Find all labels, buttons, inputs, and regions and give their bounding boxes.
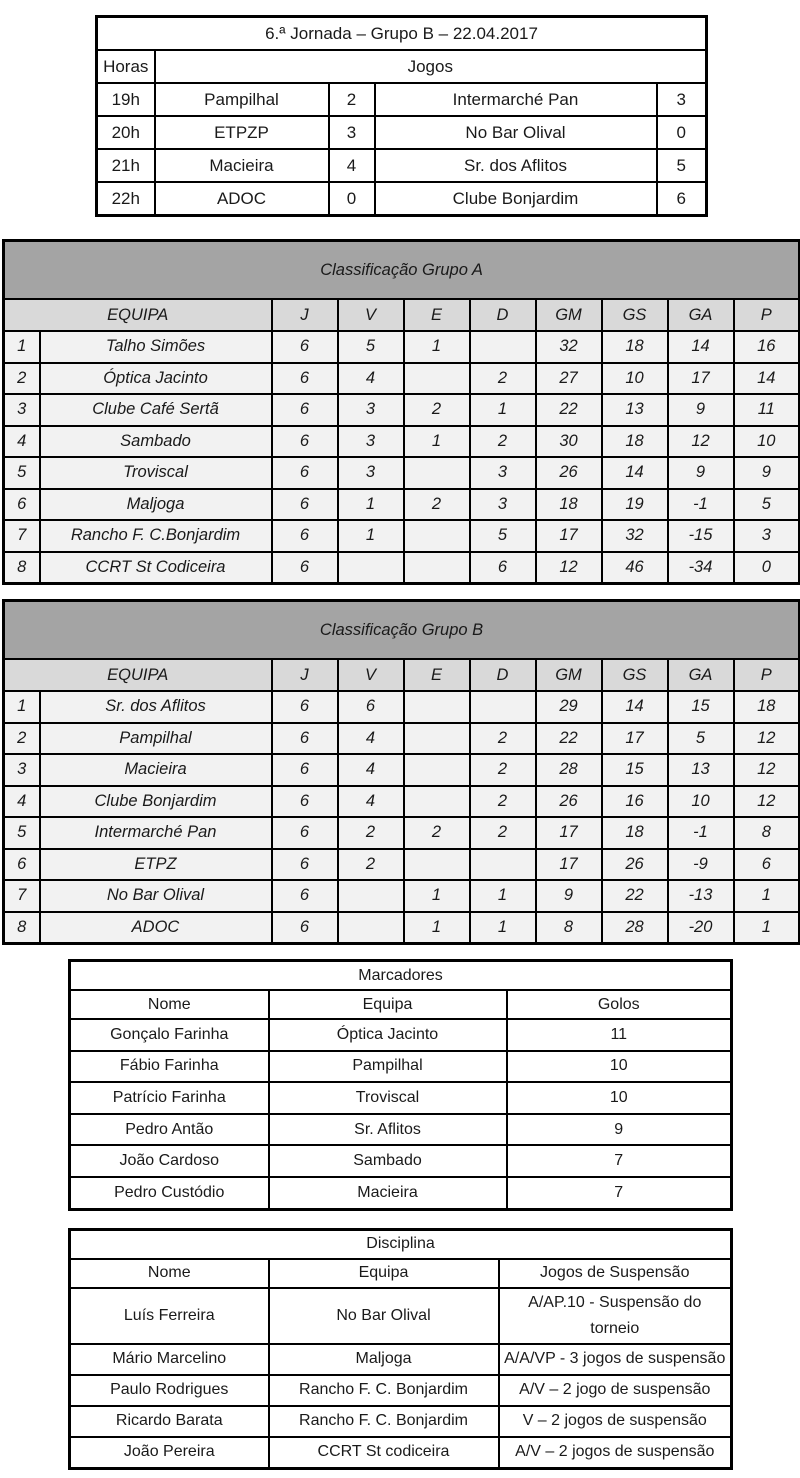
cell-pos: 3 (4, 754, 40, 786)
standing-row (4, 489, 800, 521)
cell-equipa: Sambado (40, 426, 272, 458)
cell-equipa: Pampilhal (40, 723, 272, 755)
cell-nome: Fábio Farinha (70, 1051, 269, 1083)
cell-ga: 13 (668, 754, 734, 786)
col-suspensao: Jogos de Suspensão (499, 1259, 732, 1288)
cell-v (338, 912, 404, 944)
marcadores-title-row (70, 961, 732, 991)
cell-equipa: Sambado (269, 1145, 507, 1177)
cell-golos: 7 (507, 1177, 732, 1209)
cell-nome: Gonçalo Farinha (70, 1019, 269, 1051)
disciplina-table (68, 1228, 733, 1470)
cell-e (404, 520, 470, 552)
cell-e (404, 723, 470, 755)
standing-row (4, 786, 800, 818)
cell-pos: 2 (4, 723, 40, 755)
classificacao-grupo-b-table (2, 599, 800, 945)
cell-equipa: CCRT St codiceira (269, 1437, 499, 1469)
col-ga: GA (668, 659, 734, 691)
cell-j: 6 (272, 520, 338, 552)
cell-pos: 8 (4, 552, 40, 584)
cell-p: 5 (734, 489, 800, 521)
cell-gs: 19 (602, 489, 668, 521)
cell-v (338, 880, 404, 912)
cell-away: Sr. dos Aflitos (375, 149, 657, 182)
cell-equipa: No Bar Olival (269, 1288, 499, 1344)
cell-gm: 26 (536, 786, 602, 818)
cell-equipa: ETPZ (40, 849, 272, 881)
cell-pos: 7 (4, 520, 40, 552)
marcadores-body (70, 1019, 732, 1209)
cell-d (470, 849, 536, 881)
cell-gm: 27 (536, 363, 602, 395)
standing-row (4, 880, 800, 912)
classificacao-grupo-a-table (2, 239, 800, 585)
marcadores-table (68, 959, 733, 1211)
standing-row (4, 520, 800, 552)
cell-away: No Bar Olival (375, 116, 657, 149)
cell-ga: 10 (668, 786, 734, 818)
disciplina-title: Disciplina (70, 1229, 732, 1259)
cell-v: 1 (338, 489, 404, 521)
cell-e (404, 849, 470, 881)
cell-ga: -15 (668, 520, 734, 552)
cell-pos: 2 (4, 363, 40, 395)
cell-castigo: A/A/VP - 3 jogos de suspensão (499, 1344, 732, 1375)
cell-gs: 22 (602, 880, 668, 912)
col-d: D (470, 299, 536, 331)
cell-gm: 28 (536, 754, 602, 786)
cell-pos: 6 (4, 849, 40, 881)
cell-e (404, 552, 470, 584)
cell-v (338, 552, 404, 584)
grupo-a-body (4, 331, 800, 584)
cell-nome: Pedro Custódio (70, 1177, 269, 1209)
col-nome: Nome (70, 1259, 269, 1288)
cell-p: 10 (734, 426, 800, 458)
cell-d: 2 (470, 363, 536, 395)
cell-d (470, 331, 536, 363)
grupo-a-title: Classificação Grupo A (4, 241, 800, 300)
cell-home: ADOC (155, 182, 329, 216)
jornada-title: 6.ª Jornada – Grupo B – 22.04.2017 (97, 17, 707, 51)
cell-pos: 1 (4, 331, 40, 363)
cell-j: 6 (272, 912, 338, 944)
cell-e: 1 (404, 426, 470, 458)
cell-v: 3 (338, 457, 404, 489)
cell-d: 2 (470, 723, 536, 755)
col-gs: GS (602, 299, 668, 331)
cell-ga: 9 (668, 457, 734, 489)
cell-j: 6 (272, 363, 338, 395)
cell-equipa: Óptica Jacinto (269, 1019, 507, 1051)
cell-castigo: A/V – 2 jogo de suspensão (499, 1375, 732, 1406)
scorer-row (70, 1019, 732, 1051)
cell-p: 9 (734, 457, 800, 489)
cell-e (404, 786, 470, 818)
cell-home: ETPZP (155, 116, 329, 149)
cell-gs: 18 (602, 331, 668, 363)
standing-row (4, 691, 800, 723)
header-horas: Horas (97, 50, 155, 83)
col-gm: GM (536, 299, 602, 331)
cell-ga: -20 (668, 912, 734, 944)
marcadores-header-row (70, 990, 732, 1019)
cell-ga: -34 (668, 552, 734, 584)
cell-gs: 16 (602, 786, 668, 818)
cell-castigo: V – 2 jogos de suspensão (499, 1406, 732, 1437)
cell-v: 2 (338, 817, 404, 849)
col-gm: GM (536, 659, 602, 691)
cell-p: 8 (734, 817, 800, 849)
cell-ga: 17 (668, 363, 734, 395)
cell-equipa: Maljoga (40, 489, 272, 521)
cell-e (404, 457, 470, 489)
cell-p: 1 (734, 880, 800, 912)
cell-away: Intermarché Pan (375, 83, 657, 116)
cell-equipa: Pampilhal (269, 1051, 507, 1083)
cell-equipa: Rancho F. C.Bonjardim (40, 520, 272, 552)
cell-pos: 5 (4, 817, 40, 849)
cell-j: 6 (272, 331, 338, 363)
cell-equipa: Troviscal (40, 457, 272, 489)
cell-p: 12 (734, 786, 800, 818)
cell-hora: 22h (97, 182, 155, 216)
cell-gs: 14 (602, 691, 668, 723)
standing-row (4, 723, 800, 755)
grupo-a-header-row (4, 299, 800, 331)
scorer-row (70, 1145, 732, 1177)
cell-ga: 9 (668, 394, 734, 426)
cell-equipa: Troviscal (269, 1082, 507, 1114)
cell-equipa: CCRT St Codiceira (40, 552, 272, 584)
cell-gm: 17 (536, 520, 602, 552)
cell-pos: 4 (4, 426, 40, 458)
cell-pos: 7 (4, 880, 40, 912)
cell-v: 4 (338, 723, 404, 755)
disciplina-body (70, 1288, 732, 1469)
cell-gs: 10 (602, 363, 668, 395)
cell-d: 2 (470, 817, 536, 849)
cell-e: 2 (404, 394, 470, 426)
cell-golos: 10 (507, 1051, 732, 1083)
col-gs: GS (602, 659, 668, 691)
col-equipa: Equipa (269, 1259, 499, 1288)
cell-home_score: 2 (329, 83, 375, 116)
col-e: E (404, 659, 470, 691)
cell-equipa: Clube Café Sertã (40, 394, 272, 426)
cell-equipa: Rancho F. C. Bonjardim (269, 1375, 499, 1406)
cell-e (404, 363, 470, 395)
discipline-row (70, 1344, 732, 1375)
cell-ga: -9 (668, 849, 734, 881)
cell-gs: 13 (602, 394, 668, 426)
cell-equipa: ADOC (40, 912, 272, 944)
cell-castigo: A/AP.10 - Suspensão do torneio (499, 1288, 732, 1344)
cell-p: 18 (734, 691, 800, 723)
col-p: P (734, 299, 800, 331)
cell-gm: 30 (536, 426, 602, 458)
cell-v: 3 (338, 394, 404, 426)
standing-row (4, 426, 800, 458)
scorer-row (70, 1177, 732, 1209)
cell-d: 6 (470, 552, 536, 584)
grupo-b-title: Classificação Grupo B (4, 601, 800, 660)
cell-hora: 21h (97, 149, 155, 182)
cell-golos: 7 (507, 1145, 732, 1177)
cell-d: 3 (470, 489, 536, 521)
cell-j: 6 (272, 457, 338, 489)
cell-gm: 12 (536, 552, 602, 584)
col-d: D (470, 659, 536, 691)
cell-j: 6 (272, 394, 338, 426)
standing-row (4, 552, 800, 584)
cell-d: 1 (470, 880, 536, 912)
cell-nome: Patrício Farinha (70, 1082, 269, 1114)
cell-gm: 22 (536, 723, 602, 755)
cell-d: 5 (470, 520, 536, 552)
cell-gm: 22 (536, 394, 602, 426)
standing-row (4, 912, 800, 944)
cell-equipa: Sr. dos Aflitos (40, 691, 272, 723)
cell-gs: 18 (602, 817, 668, 849)
col-ga: GA (668, 299, 734, 331)
cell-hora: 19h (97, 83, 155, 116)
cell-equipa: Macieira (40, 754, 272, 786)
game-row (97, 83, 707, 116)
marcadores-title: Marcadores (70, 961, 732, 991)
cell-j: 6 (272, 786, 338, 818)
grupo-a-title-row (4, 241, 800, 300)
cell-away_score: 0 (657, 116, 707, 149)
cell-golos: 9 (507, 1114, 732, 1146)
cell-j: 6 (272, 880, 338, 912)
col-e: E (404, 299, 470, 331)
game-row (97, 116, 707, 149)
cell-e: 1 (404, 880, 470, 912)
cell-j: 6 (272, 849, 338, 881)
cell-j: 6 (272, 489, 338, 521)
cell-away: Clube Bonjardim (375, 182, 657, 216)
cell-home: Pampilhal (155, 83, 329, 116)
cell-gs: 32 (602, 520, 668, 552)
cell-d: 1 (470, 912, 536, 944)
standing-row (4, 754, 800, 786)
cell-gm: 18 (536, 489, 602, 521)
cell-nome: Luís Ferreira (70, 1288, 269, 1344)
cell-v: 4 (338, 363, 404, 395)
col-v: V (338, 659, 404, 691)
col-j: J (272, 659, 338, 691)
cell-v: 4 (338, 786, 404, 818)
cell-v: 6 (338, 691, 404, 723)
cell-e (404, 691, 470, 723)
cell-p: 11 (734, 394, 800, 426)
cell-d: 2 (470, 426, 536, 458)
cell-gs: 26 (602, 849, 668, 881)
cell-gs: 18 (602, 426, 668, 458)
cell-equipa: Maljoga (269, 1344, 499, 1375)
cell-e: 1 (404, 331, 470, 363)
grupo-b-title-row (4, 601, 800, 660)
cell-p: 3 (734, 520, 800, 552)
disciplina-title-row (70, 1229, 732, 1259)
cell-ga: -1 (668, 817, 734, 849)
scorer-row (70, 1082, 732, 1114)
cell-p: 6 (734, 849, 800, 881)
cell-pos: 3 (4, 394, 40, 426)
cell-equipa: Óptica Jacinto (40, 363, 272, 395)
jornada-header-row (97, 50, 707, 83)
cell-equipa: Sr. Aflitos (269, 1114, 507, 1146)
col-equipa: EQUIPA (4, 659, 272, 691)
cell-p: 1 (734, 912, 800, 944)
cell-equipa: Macieira (269, 1177, 507, 1209)
cell-ga: 5 (668, 723, 734, 755)
scorer-row (70, 1114, 732, 1146)
game-row (97, 149, 707, 182)
cell-gs: 17 (602, 723, 668, 755)
standing-row (4, 331, 800, 363)
cell-home_score: 4 (329, 149, 375, 182)
game-row (97, 182, 707, 216)
cell-v: 4 (338, 754, 404, 786)
cell-gm: 26 (536, 457, 602, 489)
cell-gm: 32 (536, 331, 602, 363)
cell-e: 2 (404, 817, 470, 849)
cell-nome: Pedro Antão (70, 1114, 269, 1146)
cell-gm: 9 (536, 880, 602, 912)
cell-j: 6 (272, 723, 338, 755)
disciplina-header-row (70, 1259, 732, 1288)
cell-gm: 17 (536, 817, 602, 849)
grupo-b-body (4, 691, 800, 944)
cell-pos: 8 (4, 912, 40, 944)
header-jogos: Jogos (155, 50, 707, 83)
cell-equipa: No Bar Olival (40, 880, 272, 912)
standing-row (4, 394, 800, 426)
discipline-row (70, 1375, 732, 1406)
standing-row (4, 363, 800, 395)
standing-row (4, 849, 800, 881)
cell-home: Macieira (155, 149, 329, 182)
discipline-row (70, 1288, 732, 1344)
cell-d: 2 (470, 754, 536, 786)
cell-gm: 17 (536, 849, 602, 881)
cell-hora: 20h (97, 116, 155, 149)
cell-nome: João Pereira (70, 1437, 269, 1469)
col-j: J (272, 299, 338, 331)
cell-v: 1 (338, 520, 404, 552)
cell-equipa: Talho Simões (40, 331, 272, 363)
cell-equipa: Intermarché Pan (40, 817, 272, 849)
col-v: V (338, 299, 404, 331)
cell-nome: Paulo Rodrigues (70, 1375, 269, 1406)
cell-equipa: Rancho F. C. Bonjardim (269, 1406, 499, 1437)
col-p: P (734, 659, 800, 691)
discipline-row (70, 1437, 732, 1469)
cell-e (404, 754, 470, 786)
cell-j: 6 (272, 754, 338, 786)
standing-row (4, 817, 800, 849)
jornada-table (95, 15, 708, 217)
cell-away_score: 6 (657, 182, 707, 216)
cell-e: 2 (404, 489, 470, 521)
cell-golos: 10 (507, 1082, 732, 1114)
cell-away_score: 5 (657, 149, 707, 182)
cell-pos: 6 (4, 489, 40, 521)
col-equipa: EQUIPA (4, 299, 272, 331)
cell-home_score: 0 (329, 182, 375, 216)
cell-v: 5 (338, 331, 404, 363)
cell-nome: Ricardo Barata (70, 1406, 269, 1437)
standing-row (4, 457, 800, 489)
cell-p: 12 (734, 754, 800, 786)
cell-d: 2 (470, 786, 536, 818)
cell-v: 3 (338, 426, 404, 458)
discipline-row (70, 1406, 732, 1437)
cell-ga: 12 (668, 426, 734, 458)
col-nome: Nome (70, 990, 269, 1019)
cell-d: 1 (470, 394, 536, 426)
cell-pos: 4 (4, 786, 40, 818)
cell-p: 0 (734, 552, 800, 584)
cell-golos: 11 (507, 1019, 732, 1051)
cell-j: 6 (272, 552, 338, 584)
jornada-title-row (97, 17, 707, 51)
cell-j: 6 (272, 426, 338, 458)
scorer-row (70, 1051, 732, 1083)
cell-ga: -1 (668, 489, 734, 521)
cell-equipa: Clube Bonjardim (40, 786, 272, 818)
cell-ga: 14 (668, 331, 734, 363)
cell-gs: 28 (602, 912, 668, 944)
col-equipa: Equipa (269, 990, 507, 1019)
cell-j: 6 (272, 817, 338, 849)
cell-p: 14 (734, 363, 800, 395)
cell-p: 16 (734, 331, 800, 363)
col-golos: Golos (507, 990, 732, 1019)
cell-ga: 15 (668, 691, 734, 723)
cell-j: 6 (272, 691, 338, 723)
cell-pos: 5 (4, 457, 40, 489)
cell-nome: Mário Marcelino (70, 1344, 269, 1375)
cell-nome: João Cardoso (70, 1145, 269, 1177)
jornada-body (97, 83, 707, 216)
cell-away_score: 3 (657, 83, 707, 116)
cell-pos: 1 (4, 691, 40, 723)
cell-gm: 29 (536, 691, 602, 723)
cell-p: 12 (734, 723, 800, 755)
cell-home_score: 3 (329, 116, 375, 149)
cell-v: 2 (338, 849, 404, 881)
cell-e: 1 (404, 912, 470, 944)
cell-d (470, 691, 536, 723)
cell-gs: 14 (602, 457, 668, 489)
cell-castigo: A/V – 2 jogos de suspensão (499, 1437, 732, 1469)
cell-gs: 46 (602, 552, 668, 584)
cell-gs: 15 (602, 754, 668, 786)
cell-d: 3 (470, 457, 536, 489)
cell-ga: -13 (668, 880, 734, 912)
grupo-b-header-row (4, 659, 800, 691)
cell-gm: 8 (536, 912, 602, 944)
